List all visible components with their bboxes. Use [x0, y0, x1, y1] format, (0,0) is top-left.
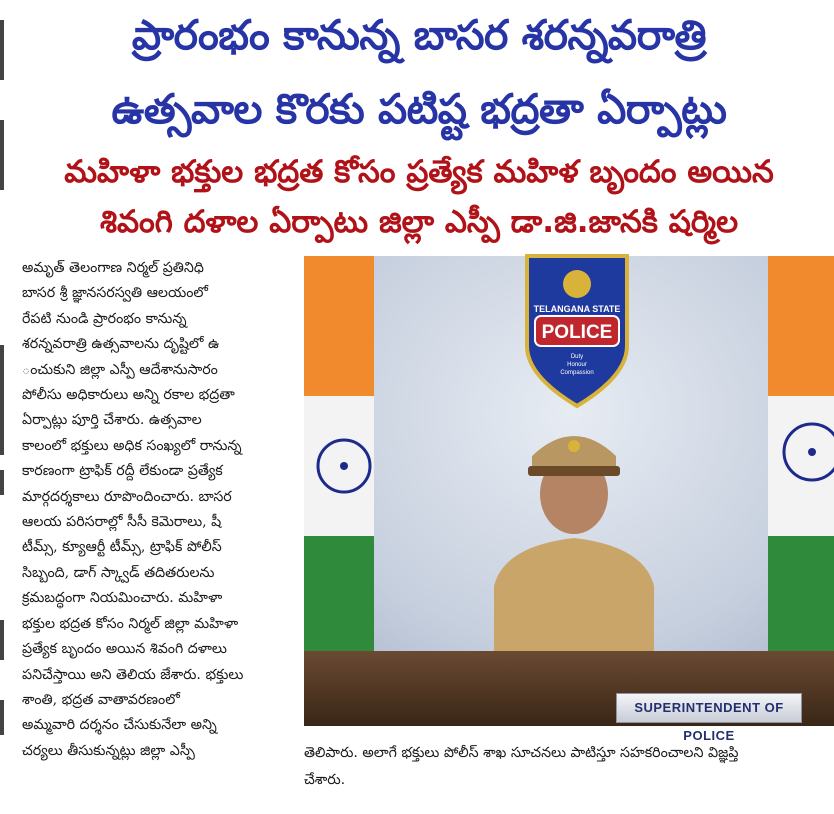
article-line: ంచుకుని జిల్లా ఎస్పీ ఆదేశానుసారం: [22, 361, 218, 378]
badge-motto-text: Compassion: [560, 370, 594, 376]
article-line: పనిచేస్తాయి అని తెలియ జేశారు. భక్తులు: [22, 666, 244, 683]
subheadline-line-1: మహిళా భక్తుల భద్రత కోసం ప్రత్యేక మహిళ బృందం అయిన: [64, 154, 774, 190]
badge-motto-text: Honour: [567, 362, 587, 368]
headline-line-1: ప్రారంభం కానున్న బాసర శరన్నవరాత్రి: [131, 11, 707, 59]
article-line: అమృత్ తెలంగాణ నిర్మల్ ప్రతినిధి: [22, 260, 204, 276]
article-continuation: [304, 740, 834, 794]
badge-title-text: POLICE: [541, 322, 613, 343]
article-line: శాంతి, భద్రత వాతావరణంలో: [22, 691, 180, 708]
article-line: సిబ్బంది, డాగ్ స్క్వాడ్ తదితరులను: [22, 564, 215, 581]
subheadline-line-2: శివంగి దళాల ఏర్పాటు జిల్లా ఎస్పీ డా.జి.జానకి షర్మిల: [99, 204, 739, 240]
flag-right: [768, 256, 834, 676]
badge-motto-text: Duty: [570, 354, 584, 360]
article-body: [22, 256, 284, 796]
article-line: కారణంగా ట్రాఫిక్ రద్దీ లేకుండా ప్రత్యేక: [22, 463, 223, 480]
article-line: చర్యలు తీసుకున్నట్లు జిల్లా ఎస్పీ: [22, 742, 195, 759]
ashoka-chakra-icon: [768, 256, 834, 676]
article-line: ప్రత్యేక బృందం అయిన శివంగి దళాలు: [22, 641, 227, 658]
article-line: కాలంలో భక్తులు అధిక సంఖ్యలో రానున్న: [22, 437, 242, 454]
caption-line: చేశారు.: [304, 772, 346, 788]
article-line: పోలీసు అధికారులు అన్ని రకాల భద్రతా: [22, 387, 235, 404]
page-edge-marks: [0, 0, 6, 814]
article-line: ఆలయ పరిసరాల్లో సీసీ కెమెరాలు, షీ: [22, 514, 222, 531]
article-line: టీమ్స్, క్యూఆర్టీ టీమ్స్, ట్రాఫిక్ పోలీస్: [22, 539, 222, 556]
article-line: శరన్నవరాత్రి ఉత్సవాలను దృష్టిలో ఉ: [22, 336, 220, 353]
article-line: మార్గదర్శకాలు రూపొందించారు. బాసర: [22, 488, 232, 505]
badge-state-text: TELANGANA STATE: [533, 304, 621, 314]
caption-line: తెలిపారు. అలాగే భక్తులు పోలీస్ శాఖ సూచనలు పాటిస్తూ సహకరించాలని విజ్ఞప్తి: [304, 745, 739, 761]
headline-line-2: ఉత్సవాల కొరకు పటిష్ట భద్రతా ఏర్పాట్లు: [111, 85, 727, 133]
flag-left: [304, 256, 374, 676]
article-line: ఏర్పాట్లు పూర్తి చేశారు. ఉత్సవాల: [22, 412, 202, 429]
article-line: అమ్మవారి దర్శనం చేసుకునేలా అన్ని: [22, 717, 217, 734]
nameplate: SUPERINTENDENT OF POLICE: [616, 693, 802, 723]
article-line: భక్తుల భద్రత కోసం నిర్మల్ జిల్లా మహిళా: [22, 615, 239, 632]
police-badge-icon: [517, 256, 637, 406]
article-line: రేపటి నుండి ప్రారంభం కానున్న: [22, 310, 187, 327]
article-line: క్రమబద్ధంగా నియమించారు. మహిళా: [22, 590, 223, 607]
news-photo: [304, 256, 834, 743]
ashoka-chakra-icon: [304, 256, 374, 676]
article-line: బాసర శ్రీ జ్ఞానసరస్వతి ఆలయంలో: [22, 285, 209, 302]
